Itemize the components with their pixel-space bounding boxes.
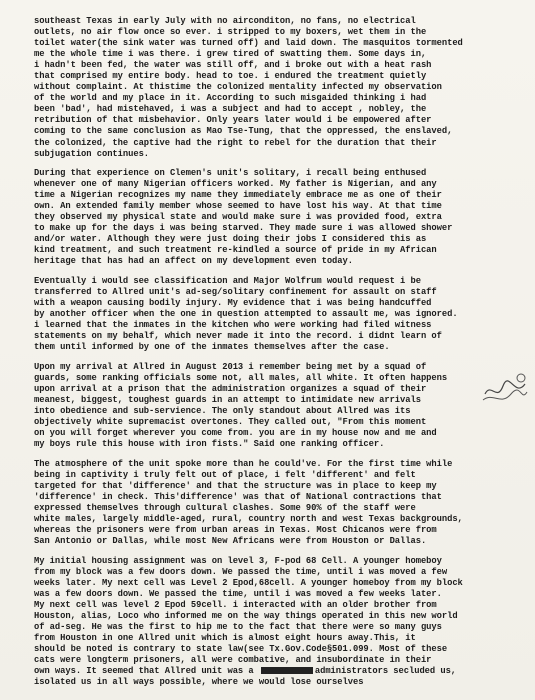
- text-line: them until informed by one of the inmates themselves after the case.: [34, 342, 390, 353]
- text-line: Eventually i would see classification and Major Wolfrum would request i be: [34, 276, 421, 287]
- text-line: upon arrival at a prison that the administration organizes a squad of their: [34, 383, 427, 394]
- paragraph: [34, 168, 505, 267]
- text-line: coming to the same conclusion as Mao Tse-Tung, that the oppressed, the enslaved,: [34, 126, 453, 137]
- text-line: statements on my behalf, which never made it into the record. i didnt learn of: [34, 331, 442, 342]
- text-line: i hadn't been fed, the water was still off, and i broke out with a heat rash: [34, 60, 432, 71]
- paragraph: [34, 459, 505, 547]
- document-body: [34, 16, 505, 688]
- text-line: by another officer when the one in question attempted to assault me, was ignored.: [34, 309, 458, 320]
- text-line: on you will forget wherever you come from. you are in my house now and me and: [34, 428, 437, 439]
- text-line: 'difference' in check. This'difference' was that of National contractions that: [34, 491, 442, 502]
- text-line: heritage that has had an affect on my development even today.: [34, 256, 353, 267]
- text-line: Houston, alias, Loco who informed me on the way things operated in this new world: [34, 610, 458, 621]
- text-line: My next cell was level 2 Epod 59cell. i interacted with an older brother from: [34, 599, 437, 610]
- text-line: meanest, biggest, toughest guards in an attempt to intimidate new arrivals: [34, 395, 421, 405]
- handwritten-scribble-mark: [481, 372, 529, 408]
- text-line: kind treatment, and such treatment re-kindled a source of pride in my African: [34, 245, 437, 256]
- text-line: The atmosphere of the unit spoke more than he could've. For the first time while: [34, 458, 453, 469]
- text-line: isolated us in all ways possible, where we would lose ourselves: [34, 677, 364, 688]
- text-line: During that experience on Clemen's unit's solitary, i recall being enthused: [34, 168, 427, 179]
- paragraph: [34, 362, 505, 450]
- text-line: me the whole time i was there. i grew tired of swatting them. Some days in,: [34, 49, 427, 60]
- text-line: whenever one of many Nigerian officers worked. My father is Nigerian, and any: [34, 179, 437, 190]
- redaction-mark: [261, 667, 313, 674]
- text-line: weeks later. My next cell was Level 2 Epod,68cell. A younger homeboy from my block: [34, 577, 463, 588]
- text-line: southeast Texas in early July with no airconditon, no fans, no electrical: [34, 16, 416, 26]
- text-line: outlets, no air flow once so ever. i stripped to my boxers, wet them in the: [34, 27, 427, 38]
- text-line: San Antonio or Dallas, while most New Africans were from Houston or Dallas.: [34, 536, 427, 547]
- text-line: time a Nigerian recognizes my name they immediately embrace me as one of their: [34, 190, 442, 201]
- text-line: the colonized, the captive had the right to rebel for the duration that their: [34, 137, 437, 148]
- text-line: subjugation continues.: [34, 148, 150, 159]
- text-line: own. An extended family member whose seemed to have lost his way. At that time: [34, 201, 442, 212]
- text-line: being in captivity i truly felt out of place, i felt 'different' and felt: [34, 469, 416, 480]
- text-line: objectively white supremacist overtones. They called out, "From this moment: [34, 417, 427, 428]
- text-line: and/or water. Although they were just doing their jobs I considered this as: [34, 234, 427, 245]
- text-line: own ways. It seemed that Allred unit was a administrators secluded us,: [34, 666, 457, 677]
- text-line: retribution of that misbehavior. Only years later would i be empowered after: [34, 115, 432, 126]
- text-line: toilet water(the sink water was turned off) and laid down. The masquitos tormented: [34, 38, 463, 49]
- text-line: white males, largely middle-aged, rural, country north and west Texas backgrounds,: [34, 513, 463, 524]
- text-line: transferred to Allred unit's ad-seg/solitary confinement for assault on staff: [34, 287, 437, 298]
- paragraph: [34, 16, 505, 160]
- text-line: that comprised my entire body. head to toe. i endured the treatment quietly: [34, 71, 427, 82]
- text-line: of ad-seg. He was the first to hip me to the fact that there were so many guys: [34, 621, 442, 632]
- text-line: cats were longterm prisoners, all were combative, and insubordinate in their: [34, 655, 432, 666]
- text-line: been 'bad', had mistehaved, i was a subject and had to accept , nobley, the: [34, 104, 427, 115]
- text-line: should be noted is contrary to state law(see Tx.Gov.Code§501.099. Most of these: [34, 643, 448, 654]
- paragraph: [34, 556, 505, 689]
- text-line: of the world and my place in it. According to such misgaided thinking i had: [34, 93, 427, 104]
- text-line: whereas the prisoners were from urban areas in Texas. Most Chicanos were from: [34, 525, 437, 536]
- text-line: guards, some ranking officials some not, all males, all white. It often happens: [34, 372, 448, 383]
- text-line: expressed themselves through cultural clashes. Some 90% of the staff were: [34, 502, 416, 513]
- text-line: Upon my arrival at Allred in August 2013 i remember being met by a squad of: [34, 361, 427, 372]
- text-line: was a few doors down. We passed the time, until i was moved a few weeks later.: [34, 588, 442, 599]
- text-line: My initial housing assignment was on level 3, F-pod 68 Cell. A younger homeboy: [34, 555, 442, 566]
- text-line: to make up for the days i was being starved. They made sure i was allowed shower: [34, 223, 453, 234]
- text-line: into obedience and sub-servience. The only standout about Allred was its: [34, 406, 411, 417]
- text-line: they observed my physical state and would make sure i was provided food, extra: [34, 212, 442, 223]
- text-line: from Houston in one Allred unit which is almost eight hours away.This, it: [34, 632, 416, 643]
- text-line: i learned that the inmates in the kitchen who were working had filed witness: [34, 320, 432, 331]
- text-line: my boys rule this house with iron fists." Said one ranking officer.: [34, 439, 385, 450]
- text-line: with a weapon causing bodily injury. My evidence that i was being handcuffed: [34, 298, 432, 309]
- text-line: targeted for that 'difference' and that the structure was in place to keep my: [34, 480, 437, 491]
- text-line: from my block was a few doors down. We passed the time, until i was moved a few: [34, 566, 448, 577]
- text-line: without complaint. At thistime the colonized mentality infected my observation: [34, 82, 442, 93]
- paragraph: [34, 276, 505, 353]
